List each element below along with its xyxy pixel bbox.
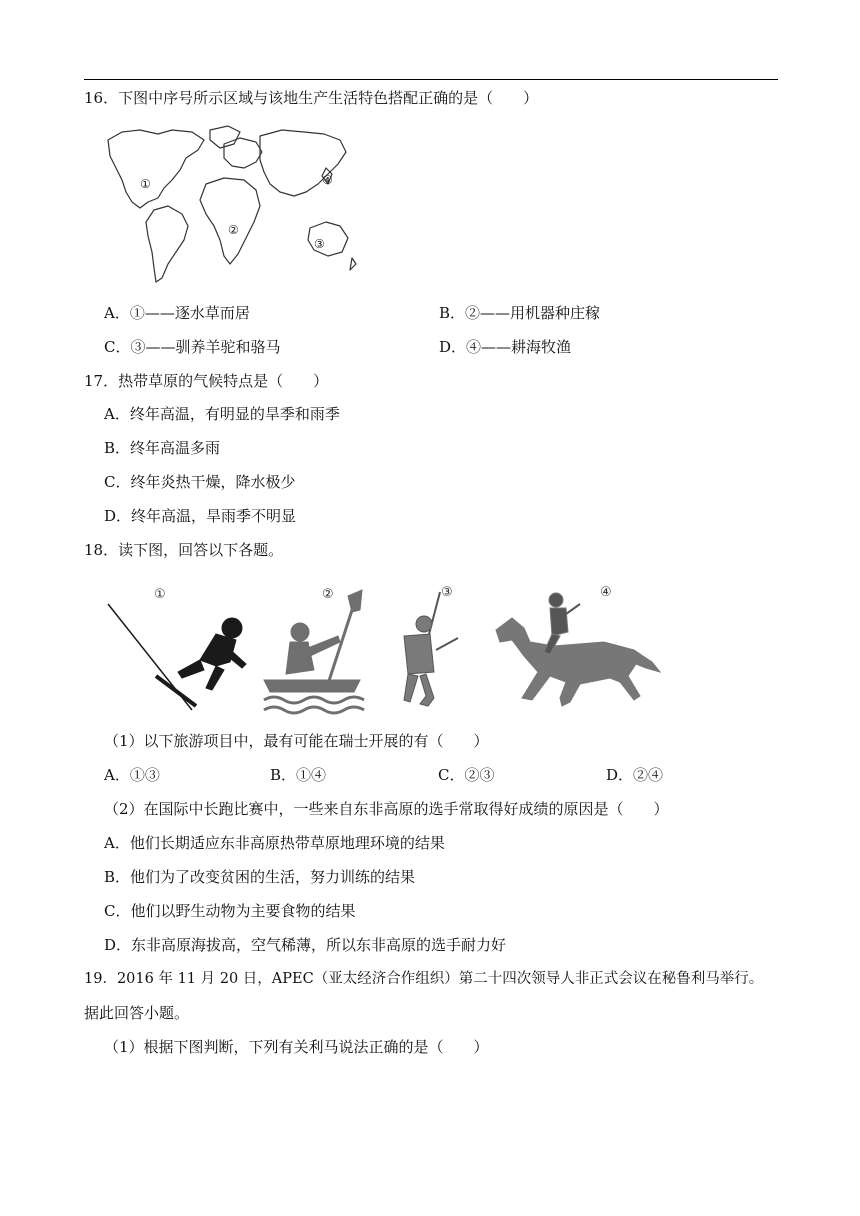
q18-stem: 18．读下图，回答以下各题。 — [84, 541, 284, 559]
map-marker-2: ② — [228, 223, 239, 237]
q18-sub1-stem: （1）以下旅游项目中，最有可能在瑞士开展的有（ ） — [104, 732, 489, 750]
q18-sub1-option-a[interactable]: A．①③ — [104, 766, 160, 784]
q18-sub2-option-a[interactable]: A．他们长期适应东非高原热带草原地理环境的结果 — [104, 834, 445, 852]
q18-sub1-option-b[interactable]: B．①④ — [270, 766, 327, 784]
map-marker-3: ③ — [314, 237, 325, 251]
q19-sub1-stem: （1）根据下图判断，下列有关利马说法正确的是（ ） — [104, 1038, 489, 1056]
q17-option-d[interactable]: D．终年高温，旱雨季不明显 — [104, 507, 297, 525]
q16-option-a[interactable]: A．①——逐水草而居 — [104, 304, 250, 322]
q17-option-a[interactable]: A．终年高温，有明显的旱季和雨季 — [104, 405, 340, 423]
header-rule — [84, 79, 778, 80]
sports-figure — [104, 578, 669, 720]
skier-icon — [108, 604, 246, 710]
figure-label-4: ④ — [600, 585, 612, 600]
south-america-outline — [146, 206, 188, 282]
q18-sub1-option-d[interactable]: D．②④ — [606, 766, 664, 784]
climber-icon — [404, 592, 458, 706]
map-marker-4: ④ — [322, 173, 333, 187]
q19-stem-line1: 19．2016 年 11 月 20 日，APEC（亚太经济合作组织）第二十四次领导人非正式会议在秘鲁利马举行。 — [84, 971, 764, 987]
north-america-outline — [108, 130, 204, 208]
world-map-figure — [100, 122, 362, 288]
canoeist-icon — [264, 590, 364, 713]
q17-option-b[interactable]: B．终年高温多雨 — [104, 439, 221, 457]
q16-option-d[interactable]: D．④——耕海牧渔 — [439, 338, 572, 356]
q18-sub2-option-c[interactable]: C．他们以野生动物为主要食物的结果 — [104, 902, 356, 920]
figure-label-3: ③ — [441, 585, 453, 600]
q16-stem: 16．下图中序号所示区域与该地生产生活特色搭配正确的是（ ） — [84, 89, 539, 107]
figure-label-2: ② — [322, 587, 334, 602]
europe-outline — [224, 138, 262, 168]
new-zealand-outline — [350, 258, 356, 270]
q16-option-c[interactable]: C．③——驯养羊驼和骆马 — [104, 338, 281, 356]
q19-stem-line2: 据此回答小题。 — [84, 1004, 190, 1022]
greenland-outline — [210, 126, 240, 148]
q18-sub2-option-d[interactable]: D．东非高原海拔高，空气稀薄，所以东非高原的选手耐力好 — [104, 936, 507, 954]
q18-sub2-option-b[interactable]: B．他们为了改变贫困的生活，努力训练的结果 — [104, 868, 416, 886]
q18-sub2-stem: （2）在国际中长跑比赛中，一些来自东非高原的选手常取得好成绩的原因是（ ） — [104, 800, 669, 818]
q16-option-b[interactable]: B．②——用机器种庄稼 — [439, 304, 601, 322]
figure-label-1: ① — [154, 587, 166, 602]
q17-stem: 17．热带草原的气候特点是（ ） — [84, 372, 329, 390]
africa-outline — [200, 178, 260, 264]
q18-sub1-option-c[interactable]: C．②③ — [438, 766, 495, 784]
map-marker-1: ① — [140, 177, 151, 191]
q17-option-c[interactable]: C．终年炎热干燥，降水极少 — [104, 473, 296, 491]
asia-outline — [260, 130, 346, 196]
horse-rider-icon — [496, 593, 660, 706]
